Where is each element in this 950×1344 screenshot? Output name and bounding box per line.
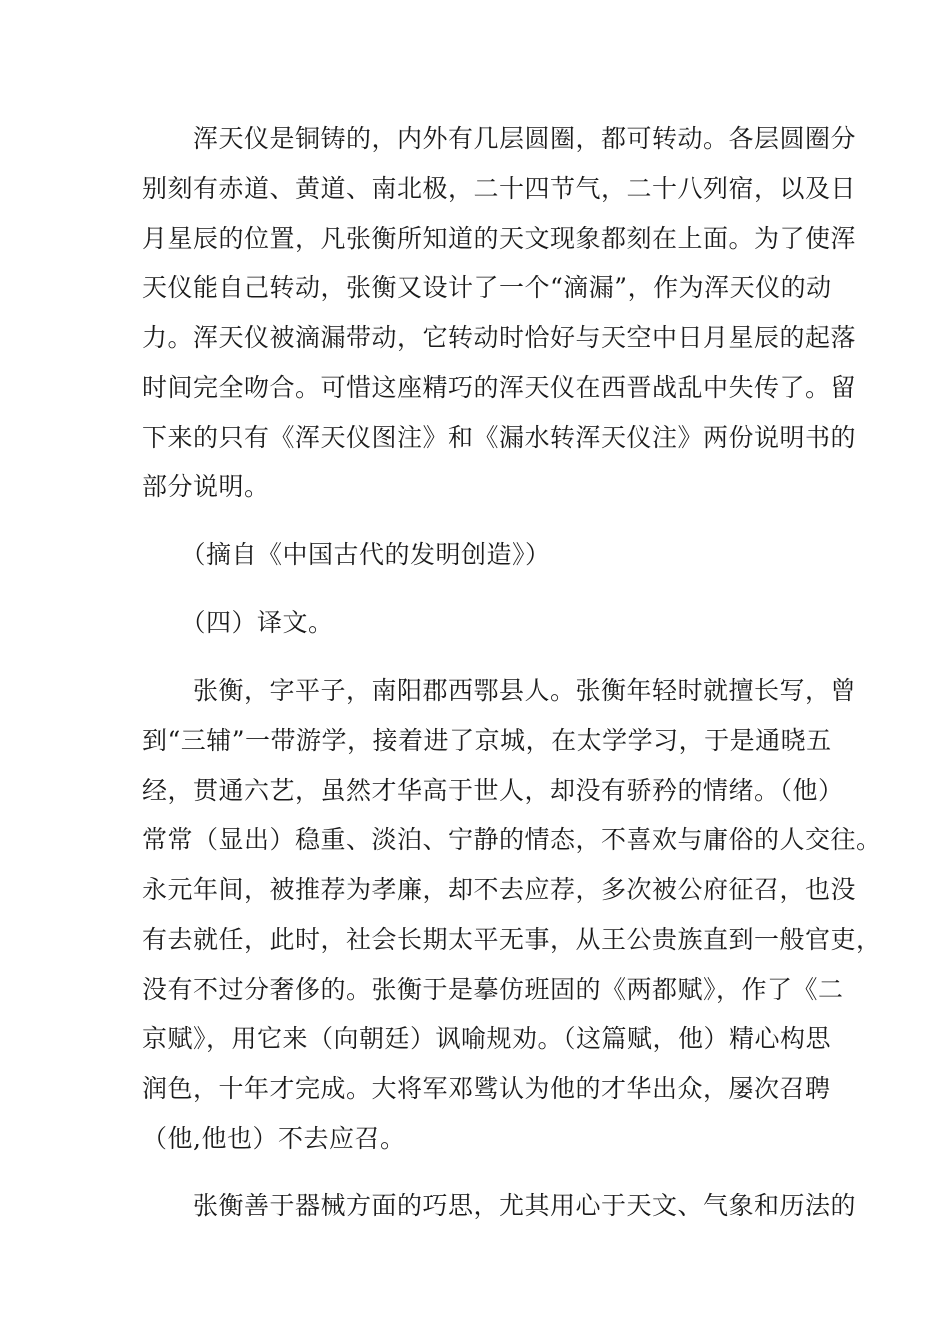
paragraph-1-line-7: 下来的只有《浑天仪图注》和《漏水转浑天仪注》两份说明书的 [142,423,857,452]
paragraph-2-line-6: 有去就任，此时，社会长期太平无事，从王公贵族直到一般官吏， [142,925,882,954]
paragraph-2-line-10: （他,他也）不去应召。 [142,1124,406,1153]
paragraph-2-line-2: 到“三辅”一带游学，接着进了京城，在太学学习，于是通晓五 [142,726,832,755]
paragraph-1-line-1: 浑天仪是铜铸的，内外有几层圆圈，都可转动。各层圆圈分 [142,124,857,153]
paragraph-2-line-1: 张衡，字平子，南阳郡西鄂县人。张衡年轻时就擅长写，曾 [142,676,857,705]
paragraph-1-line-4: 天仪能自己转动，张衡又设计了一个“滴漏”，作为浑天仪的动 [142,273,832,302]
paragraph-3-line-1: 张衡善于器械方面的巧思，尤其用心于天文、气象和历法的 [142,1191,857,1220]
paragraph-1-line-5: 力。浑天仪被滴漏带动，它转动时恰好与天空中日月星辰的起落 [142,323,857,352]
paragraph-2-line-3: 经，贯通六艺，虽然才华高于世人，却没有骄矜的情绪。（他） [142,776,844,805]
paragraph-1-line-6: 时间完全吻合。可惜这座精巧的浑天仪在西晋战乱中失传了。留 [142,373,857,402]
section-heading: （四）译文。 [142,608,334,637]
paragraph-1-line-2: 别刻有赤道、黄道、南北极，二十四节气，二十八列宿，以及日 [142,174,857,203]
paragraph-2-line-5: 永元年间，被推荐为孝廉，却不去应荐，多次被公府征召，也没 [142,875,857,904]
paragraph-2-line-7: 没有不过分奢侈的。张衡于是摹仿班固的《两都赋》，作了《二 [142,975,844,1004]
paragraph-2-line-9: 润色，十年才完成。大将军邓骘认为他的才华出众，屡次召聘 [142,1074,831,1103]
paragraph-1-line-3: 月星辰的位置，凡张衡所知道的天文现象都刻在上面。为了使浑 [142,224,857,253]
paragraph-1-line-8: 部分说明。 [142,472,270,501]
source-note: （摘自《中国古代的发明创造》） [142,540,551,569]
paragraph-2-line-4: 常常（显出）稳重、淡泊、宁静的情态，不喜欢与庸俗的人交往。 [142,825,882,854]
paragraph-2-line-8: 京赋》，用它来（向朝廷）讽喻规劝。（这篇赋，他）精心构思 [142,1024,832,1053]
